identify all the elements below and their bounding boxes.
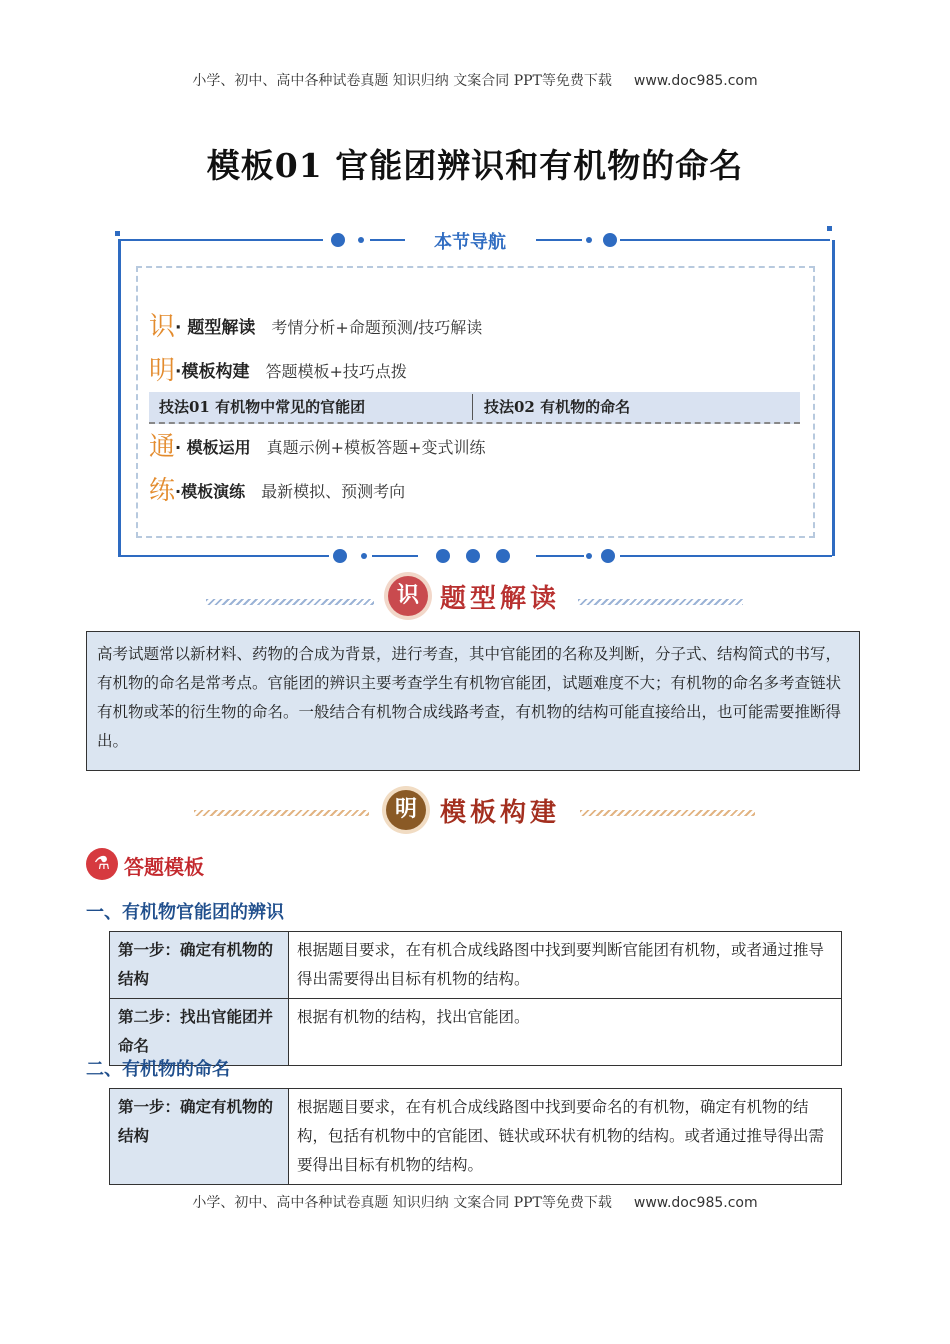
section-1-title: 一、有机物官能团的辨识 (86, 902, 284, 923)
nav-bottom-line (372, 555, 418, 557)
step-value: 根据有机物的结构，找出官能团。 (289, 999, 842, 1066)
nav-row-desc: 考情分析+命题预测/技巧解读 (271, 318, 483, 337)
section-2-title: 二、有机物的命名 (86, 1059, 230, 1080)
step-value: 根据题目要求，在有机合成线路图中找到要命名的有机物，确定有机物的结构，包括有机物中的官能团、链状或环状有机物的结构。或者通过推导得出需要得出目标有机物的结构。 (289, 1089, 842, 1185)
nav-dot (331, 233, 345, 247)
nav-dot (601, 549, 615, 563)
nav-corner (827, 226, 832, 231)
nav-top-line-right (620, 239, 830, 241)
page-title: 模板01 官能团辨识和有机物的命名 (206, 146, 744, 185)
nav-dot (603, 233, 617, 247)
step-key: 第二步：找出官能团并命名 (110, 999, 289, 1066)
nav-small-dot (586, 553, 592, 559)
table-row (110, 932, 842, 999)
nav-dot (436, 549, 450, 563)
nav-bottom-line-left (118, 555, 329, 557)
page-header (0, 70, 950, 90)
banner-stripe-left (194, 810, 369, 816)
nav-row-desc: 答题模板+技巧点拨 (265, 362, 407, 381)
template-heading: 答题模板 (124, 855, 204, 879)
technique-bar (149, 392, 800, 424)
banner-title: 模板构建 (440, 798, 561, 828)
technique-divider (472, 394, 473, 420)
section-1-table (109, 931, 842, 1066)
nav-bottom-line (536, 555, 584, 557)
step-key: 第一步：确定有机物的结构 (110, 1089, 289, 1185)
section-2-table (109, 1088, 842, 1185)
nav-row-char: 明 (149, 356, 176, 386)
banner-stripe-left (206, 599, 374, 605)
nav-top-line-inner-right (536, 239, 582, 241)
nav-dot (333, 549, 347, 563)
step-value: 根据题目要求，在有机合成线路图中找到要判断官能团有机物，或者通过推导得出需要得出目标有机物的结构。 (289, 932, 842, 999)
banner-badge: 明 (386, 790, 426, 830)
nav-dot (466, 549, 480, 563)
intro-panel: 高考试题常以新材料、药物的合成为背景，进行考查，其中官能团的名称及判断，分子式、结构简式的书写，有机物的命名是常考点。官能团的辨识主要考查学生有机物官能团，试题难度不大；有机物的命名多考查链状有机物或苯的衍生物的命名。一般结合有机物合成线路考查，有机物的结构可能直接给出，也可能需要推断得出。 (86, 631, 860, 771)
step-key: 第一步：确定有机物的结构 (110, 932, 289, 999)
nav-small-dot (586, 237, 592, 243)
nav-row-4[interactable] (149, 470, 405, 507)
footer-site[interactable]: www.doc985.com (633, 1195, 758, 1211)
header-site[interactable]: www.doc985.com (633, 73, 758, 89)
flask-icon: ⚗ (86, 848, 118, 880)
banner-stripe-right (580, 810, 755, 816)
banner-title: 题型解读 (440, 584, 561, 614)
technique-2[interactable]: 技法02 有机物的命名 (484, 398, 631, 416)
nav-corner (115, 231, 120, 236)
nav-row-char: 识 (149, 312, 176, 342)
table-row (110, 1089, 842, 1185)
nav-row-char: 练 (149, 476, 176, 506)
banner-stripe-right (578, 599, 743, 605)
nav-row-label: · 模板运用 (175, 438, 251, 457)
nav-row-3[interactable] (149, 426, 486, 463)
nav-row-desc: 最新模拟、预测考向 (261, 482, 406, 501)
nav-row-2[interactable] (149, 350, 407, 387)
footer-text: 小学、初中、高中各种试卷真题 知识归纳 文案合同 PPT等免费下载 (192, 1195, 612, 1211)
nav-row-label: · 题型解读 (175, 318, 256, 338)
nav-row-1[interactable] (149, 306, 482, 343)
nav-row-label: ·模板演练 (175, 482, 246, 501)
page-footer (0, 1192, 950, 1212)
nav-row-char: 通 (149, 432, 176, 462)
nav-row-desc: 真题示例+模板答题+变式训练 (266, 438, 486, 457)
nav-small-dot (361, 553, 367, 559)
nav-top-line-left (118, 239, 323, 241)
nav-bottom-line-right (620, 555, 832, 557)
header-text: 小学、初中、高中各种试卷真题 知识归纳 文案合同 PPT等免费下载 (192, 73, 612, 89)
nav-title: 本节导航 (405, 228, 535, 254)
nav-dot (496, 549, 510, 563)
technique-1[interactable]: 技法01 有机物中常见的官能团 (159, 398, 366, 416)
banner-badge: 识 (388, 576, 428, 616)
nav-row-label: ·模板构建 (175, 362, 250, 382)
nav-small-dot (358, 237, 364, 243)
